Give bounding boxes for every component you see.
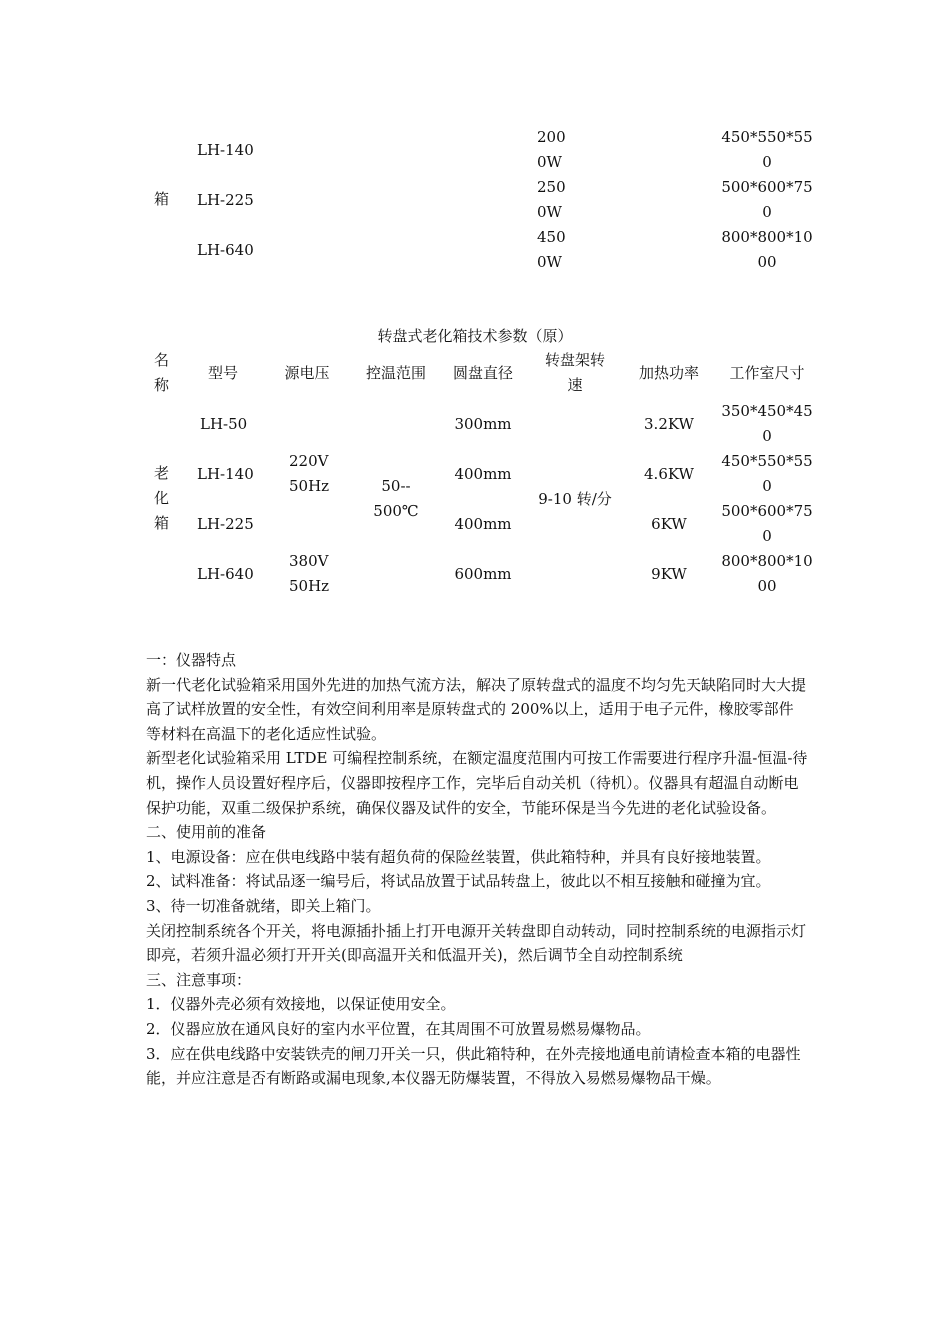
paragraph: 3、待一切准备就绪，即关上箱门。 xyxy=(146,896,381,915)
table2-voltage-cell: 50Hz xyxy=(289,477,330,495)
paragraph: 新一代老化试验箱采用国外先进的加热气流方法，解决了原转盘式的温度不均匀先天缺陷同时大大提高了试样放置的安全性，有效空间利用率是原转盘式的 200%以上，适用于电子元件，橡胶零部件等材料在高温下的老化适应性试验。 xyxy=(146,675,807,743)
table1-size-cell: 0 xyxy=(762,203,772,221)
table2-caption: 转盘式老化箱技术参数（原） xyxy=(377,327,573,345)
header-chamber-size: 工作室尺寸 xyxy=(729,364,805,382)
header-model: 型号 xyxy=(207,364,238,382)
table1-size-cell: 0 xyxy=(762,153,772,171)
table2-temp-cell: 50-- xyxy=(381,477,411,495)
table2-name-char: 老 xyxy=(154,464,170,482)
paragraph: 1、电源设备：应在供电线路中装有超负荷的保险丝装置，供此箱特种，并具有良好接地装置。 xyxy=(146,847,771,866)
table1-model-cell: LH-225 xyxy=(197,191,254,209)
table2-name-char: 化 xyxy=(154,489,170,507)
header-name: 名 xyxy=(154,351,170,369)
header-speed: 转盘架转 xyxy=(544,351,605,369)
paragraph: 2、试料准备：将试品逐一编号后，将试品放置于试品转盘上，彼此以不相互接触和碰撞为宜。 xyxy=(146,872,771,891)
paragraph: 1．仪器外壳必须有效接地，以保证使用安全。 xyxy=(146,995,456,1014)
table1-power-cell: 0W xyxy=(537,203,562,221)
table1-power-cell: 450 xyxy=(537,228,566,246)
table1-model-cell: LH-640 xyxy=(197,241,254,259)
paragraph: 3．应在供电线路中安装铁壳的闸刀开关一只，供此箱特种，在外壳接地通电前请检查本箱的电器性能，并应注意是否有断路或漏电现象,本仪器无防爆装置，不得放入易燃易爆物品干燥。 xyxy=(146,1044,801,1088)
table1-model-cell: LH-140 xyxy=(197,141,254,159)
table2-voltage-cell: 220V xyxy=(289,452,329,470)
header-disk-diameter: 圆盘直径 xyxy=(452,364,513,382)
table1-size-cell: 500*600*75 xyxy=(721,178,813,196)
header-temp-range: 控温范围 xyxy=(365,364,426,382)
table2-size-cell: 00 xyxy=(757,577,777,595)
header-voltage: 源电压 xyxy=(284,364,330,382)
table2-model-cell: LH-640 xyxy=(197,565,254,583)
table1-name-cell: 箱 xyxy=(154,190,170,208)
table2-voltage-cell: 380V xyxy=(289,552,329,570)
table2-model-cell: LH-225 xyxy=(197,515,254,533)
table1-size-cell: 450*550*55 xyxy=(721,128,813,146)
body-text xyxy=(146,648,808,1091)
table2-size-cell: 500*600*75 xyxy=(721,502,813,520)
table2-size-cell: 0 xyxy=(762,527,772,545)
table2-model-cell: LH-140 xyxy=(197,465,254,483)
header-speed: 速 xyxy=(567,376,583,394)
paragraph: 2．仪器应放在通风良好的室内水平位置，在其周围不可放置易燃易爆物品。 xyxy=(146,1019,651,1038)
table2-model-cell: LH-50 xyxy=(200,415,248,433)
table1-power-cell: 0W xyxy=(537,253,562,271)
table2-voltage-cell: 50Hz xyxy=(289,577,330,595)
paragraph: 新型老化试验箱采用 LTDE 可编程控制系统，在额定温度范围内可按工作需要进行程序升温-恒温-待机，操作人员设置好程序后，仪器即按程序工作，完毕后自动关机（待机）。仪器具有超温自动断电保护功能，双重二级保护系统，确保仪器及试件的安全，节能环保是当今先进的老化试验设备。 xyxy=(146,749,808,817)
table2-power-cell: 9KW xyxy=(651,565,687,583)
table2-speed-cell: 9-10 转/分 xyxy=(538,490,612,508)
table2-temp-cell: 500℃ xyxy=(373,502,419,520)
table1-size-cell: 800*800*10 xyxy=(721,228,813,246)
table2-size-cell: 800*800*10 xyxy=(721,552,813,570)
header-heating-power: 加热功率 xyxy=(638,364,699,382)
table1-power-cell: 250 xyxy=(537,178,566,196)
table2-diameter-cell: 400mm xyxy=(454,465,512,483)
header-name: 称 xyxy=(154,376,170,394)
table2-power-cell: 6KW xyxy=(651,515,687,533)
table2-power-cell: 4.6KW xyxy=(644,465,694,483)
table1-power-cell: 0W xyxy=(537,153,562,171)
table2-power-cell: 3.2KW xyxy=(644,415,694,433)
table2-name-char: 箱 xyxy=(154,514,170,532)
table2-size-cell: 350*450*45 xyxy=(721,402,813,420)
table2-size-cell: 0 xyxy=(762,427,772,445)
section-heading: 二、使用前的准备 xyxy=(146,823,267,842)
paragraph: 关闭控制系统各个开关，将电源插扑插上打开电源开关转盘即自动转动，同时控制系统的电源指示灯即亮，若须升温必须打开开关(即高温开关和低温开关)，然后调节全自动控制系统 xyxy=(146,921,807,965)
section-heading: 一：仪器特点 xyxy=(146,651,237,669)
table2-size-cell: 0 xyxy=(762,477,772,495)
table1-size-cell: 00 xyxy=(757,253,777,271)
table2-diameter-cell: 300mm xyxy=(454,415,512,433)
table2-size-cell: 450*550*55 xyxy=(721,452,813,470)
table2-diameter-cell: 400mm xyxy=(454,515,512,533)
section-heading: 三、注意事项： xyxy=(146,970,252,989)
table2-diameter-cell: 600mm xyxy=(454,565,512,583)
table1-power-cell: 200 xyxy=(537,128,566,146)
